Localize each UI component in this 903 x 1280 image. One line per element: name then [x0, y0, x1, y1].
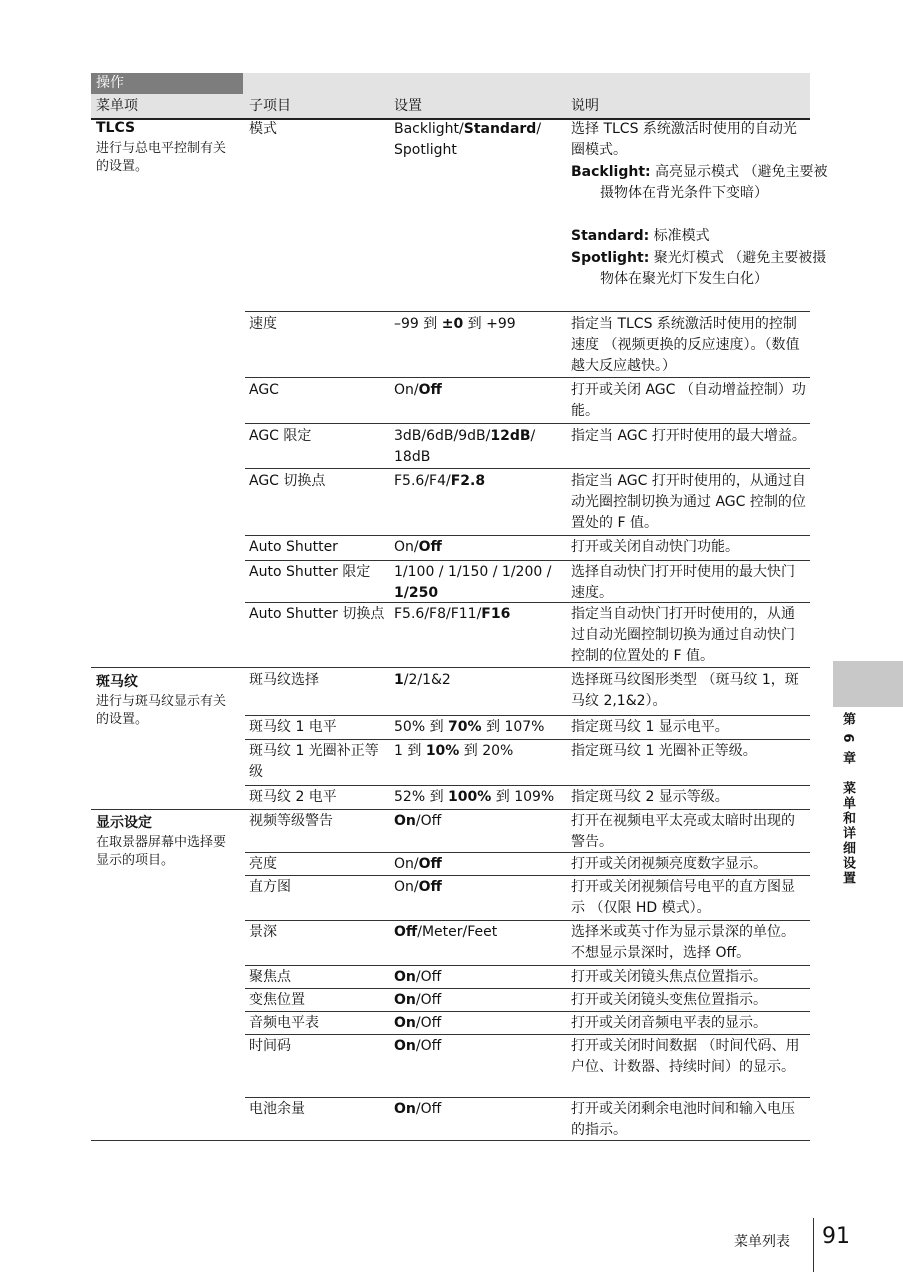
row-divider — [245, 875, 810, 876]
group-title-tlcs: TLCS — [96, 120, 136, 136]
row-divider — [245, 715, 810, 716]
group-divider — [91, 667, 810, 668]
page-number: 91 — [822, 1224, 850, 1249]
row-desc: 打开或关闭时间数据 （时间代码、用户位、计数器、持续时间）的显示。 — [571, 1038, 800, 1075]
footer-section-label: 菜单列表 — [734, 1234, 790, 1250]
row-setting: On/Off — [394, 539, 442, 555]
row-desc: 打开或关闭视频亮度数字显示。 — [571, 856, 767, 872]
group-title-zebra: 斑马纹 — [96, 674, 138, 690]
row-desc: 指定斑马纹 1 光圈补正等级。 — [571, 743, 757, 759]
row-desc: 打开或关闭 AGC （自动增益控制）功能。 — [571, 382, 806, 419]
row-divider — [245, 1034, 810, 1035]
row-sub: AGC 切换点 — [249, 473, 326, 489]
row-divider — [245, 988, 810, 989]
row-divider — [245, 920, 810, 921]
group-desc-display: 在取景器屏幕中选择要显示的项目。 — [96, 835, 227, 868]
row-sub: 变焦位置 — [249, 992, 305, 1008]
row-sub: 斑马纹选择 — [249, 672, 319, 688]
row-setting: F5.6/F8/F11/F16 — [394, 606, 511, 622]
row-setting: 1/100 / 1/150 / 1/200 / 1/250 — [394, 564, 552, 601]
row-sub: 景深 — [249, 924, 277, 940]
chapter-side-tab — [833, 661, 903, 707]
column-header-menu: 菜单项 — [96, 98, 138, 114]
row-desc: 选择斑马纹图形类型 （斑马纹 1，斑马纹 2,1&2）。 — [571, 672, 799, 709]
row-setting: On/Off — [394, 382, 442, 398]
row-sub: AGC — [249, 382, 279, 398]
row-desc: 指定斑马纹 1 显示电平。 — [571, 719, 729, 735]
column-header-sub: 子项目 — [249, 98, 291, 114]
row-setting: On/Off — [394, 969, 442, 985]
row-setting: 52% 到 100% 到 109% — [394, 789, 555, 805]
row-setting: On/Off — [394, 992, 442, 1008]
row-sub: 亮度 — [249, 856, 277, 872]
row-divider — [245, 535, 810, 536]
row-desc: 打开或关闭自动快门功能。 — [571, 539, 739, 555]
row-sub: 电池余量 — [249, 1101, 305, 1117]
row-desc: 打开或关闭剩余电池时间和输入电压的指示。 — [571, 1101, 795, 1138]
row-sub: 时间码 — [249, 1038, 291, 1054]
row-desc: 打开或关闭音频电平表的显示。 — [571, 1015, 767, 1031]
row-divider — [245, 785, 810, 786]
row-desc: 指定当自动快门打开时使用的，从通过自动光圈控制切换为通过自动快门控制的位置处的 F 值。 — [571, 606, 795, 664]
row-desc: 选择自动快门打开时使用的最大快门速度。 — [571, 564, 795, 601]
row-desc: 打开在视频电平太亮或太暗时出现的警告。 — [571, 813, 795, 850]
row-sub: 聚焦点 — [249, 969, 291, 985]
row-desc: 打开或关闭视频信号电平的直方图显示 （仅限 HD 模式）。 — [571, 879, 795, 916]
row-setting: On/Off — [394, 1038, 442, 1054]
row-setting: 3dB/6dB/9dB/12dB/ 18dB — [394, 428, 536, 465]
group-divider — [91, 809, 810, 810]
row-divider — [245, 739, 810, 740]
row-divider — [245, 468, 810, 469]
row-setting: On/Off — [394, 856, 442, 872]
row-divider — [245, 311, 810, 312]
row-sub: 速度 — [249, 316, 277, 332]
row-sub: Auto Shutter — [249, 539, 338, 555]
column-header-setting: 设置 — [394, 98, 422, 114]
row-divider — [245, 423, 810, 424]
row-desc: 指定当 AGC 打开时使用的，从通过自动光圈控制切换为通过 AGC 控制的位置处的 F 值。 — [571, 473, 806, 531]
row-setting: On/Off — [394, 879, 442, 895]
row-desc: 选择米或英寸作为显示景深的单位。不想显示景深时，选择 Off。 — [571, 924, 795, 961]
row-desc: 选择 TLCS 系统激活时使用的自动光圈模式。 — [571, 121, 797, 158]
row-sub: 直方图 — [249, 879, 291, 895]
row-setting: F5.6/F4/F2.8 — [394, 473, 486, 489]
row-desc: 指定斑马纹 2 显示等级。 — [571, 789, 729, 805]
column-header-desc: 说明 — [571, 98, 599, 114]
row-setting: 50% 到 70% 到 107% — [394, 719, 545, 735]
row-setting: Off/Meter/Feet — [394, 924, 498, 940]
group-desc-zebra: 进行与斑马纹显示有关的设置。 — [96, 694, 227, 727]
row-divider — [245, 1011, 810, 1012]
row-sub: Auto Shutter 切换点 — [249, 606, 385, 622]
row-sub: 斑马纹 2 电平 — [249, 789, 337, 805]
section-tab: 操作 — [91, 73, 243, 94]
row-setting: –99 到 ±0 到 +99 — [394, 316, 516, 332]
row-sub: 模式 — [249, 121, 277, 137]
mode-option-standard: Standard: 标准模式 — [571, 228, 710, 244]
row-desc: 打开或关闭镜头变焦位置指示。 — [571, 992, 767, 1008]
group-title-display: 显示设定 — [96, 815, 152, 831]
row-desc: 指定当 AGC 打开时使用的最大增益。 — [571, 428, 806, 444]
row-setting: On/Off — [394, 1101, 442, 1117]
row-sub: 斑马纹 1 光圈补正等级 — [249, 743, 379, 780]
mode-option-backlight: Backlight: 高亮显示模式 （避免主要被摄物体在背光条件下变暗） — [571, 164, 828, 201]
row-desc: 打开或关闭镜头焦点位置指示。 — [571, 969, 767, 985]
row-divider — [245, 1097, 810, 1098]
row-sub: AGC 限定 — [249, 428, 312, 444]
mode-option-spotlight: Spotlight: 聚光灯模式 （避免主要被摄物体在聚光灯下发生白化） — [571, 250, 827, 287]
row-sub: 视频等级警告 — [249, 813, 333, 829]
row-divider — [245, 965, 810, 966]
row-sub: 斑马纹 1 电平 — [249, 719, 337, 735]
row-setting: On/Off — [394, 1015, 442, 1031]
row-setting: 1/2/1&2 — [394, 672, 451, 688]
row-sub: 音频电平表 — [249, 1015, 319, 1031]
row-divider — [245, 377, 810, 378]
row-desc: 指定当 TLCS 系统激活时使用的控制速度 （视频更换的反应速度）。（数值越大反应越快。） — [571, 316, 800, 374]
row-divider — [245, 560, 810, 561]
row-setting: 1 到 10% 到 20% — [394, 743, 514, 759]
footer-separator — [813, 1218, 814, 1272]
group-desc-tlcs: 进行与总电平控制有关的设置。 — [96, 141, 227, 174]
row-sub: Auto Shutter 限定 — [249, 564, 371, 580]
row-setting: On/Off — [394, 813, 442, 829]
chapter-side-label: 第 6 章 菜单和详细设置 — [840, 712, 855, 887]
row-setting: Backlight/Standard/ Spotlight — [394, 121, 542, 158]
